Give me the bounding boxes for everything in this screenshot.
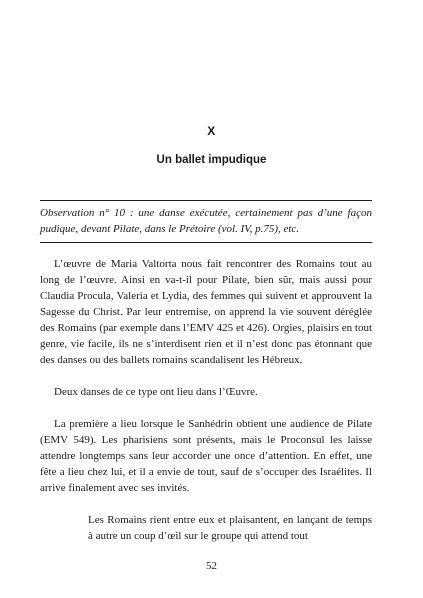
chapter-number: X xyxy=(207,124,216,138)
chapter-title: Un ballet impudique xyxy=(156,154,267,166)
paragraph-3: La première a lieu lorsque le Sanhédrin obtient une audience de Pilate (EMV 549). Les pharisiens sont présents, mais le Proconsul les laisse attendre longtemps sans leur accorder une once d’attention. En effet, une fête a lieu chez lui, et il a envie de tout, sauf de s’occuper des Israélites. Il arrive finalement avec ses invités. xyxy=(40,418,372,494)
body-text xyxy=(40,256,372,560)
paragraph-2: Deux danses de ce type ont lieu dans l’Œuvre. xyxy=(54,386,258,398)
page-number: 52 xyxy=(206,560,217,572)
paragraph-1: L’œuvre de Maria Valtorta nous fait rencontrer des Romains tout au long de l’œuvre. Ainsi en va-t-il pour Pilate, bien sûr, mais aussi pour Claudia Procula, Valeria et Lydia, des femmes qui suivent et approuvent la Sagesse du Christ. Par leur entremise, on apprend la vie souvent déréglée des Romains (par exemple dans l’EMV 425 et 426). Orgies, plaisirs en tout genre, vie facile, ils ne s’interdisent rien et il n’est donc pas étonnant que des danses ou des ballets romains scandalisent les Hébreux. xyxy=(40,258,372,366)
paragraph-4-quote: Les Romains rient entre eux et plaisantent, en lançant de temps à autre un coup d’œil sur le groupe qui attend tout xyxy=(88,514,372,542)
observation-box: Observation n° 10 : une danse exécutée, certainement pas d’une façon pudique, devant Pilate, dans le Prétoire (vol. IV, p.75), etc. xyxy=(40,200,372,243)
